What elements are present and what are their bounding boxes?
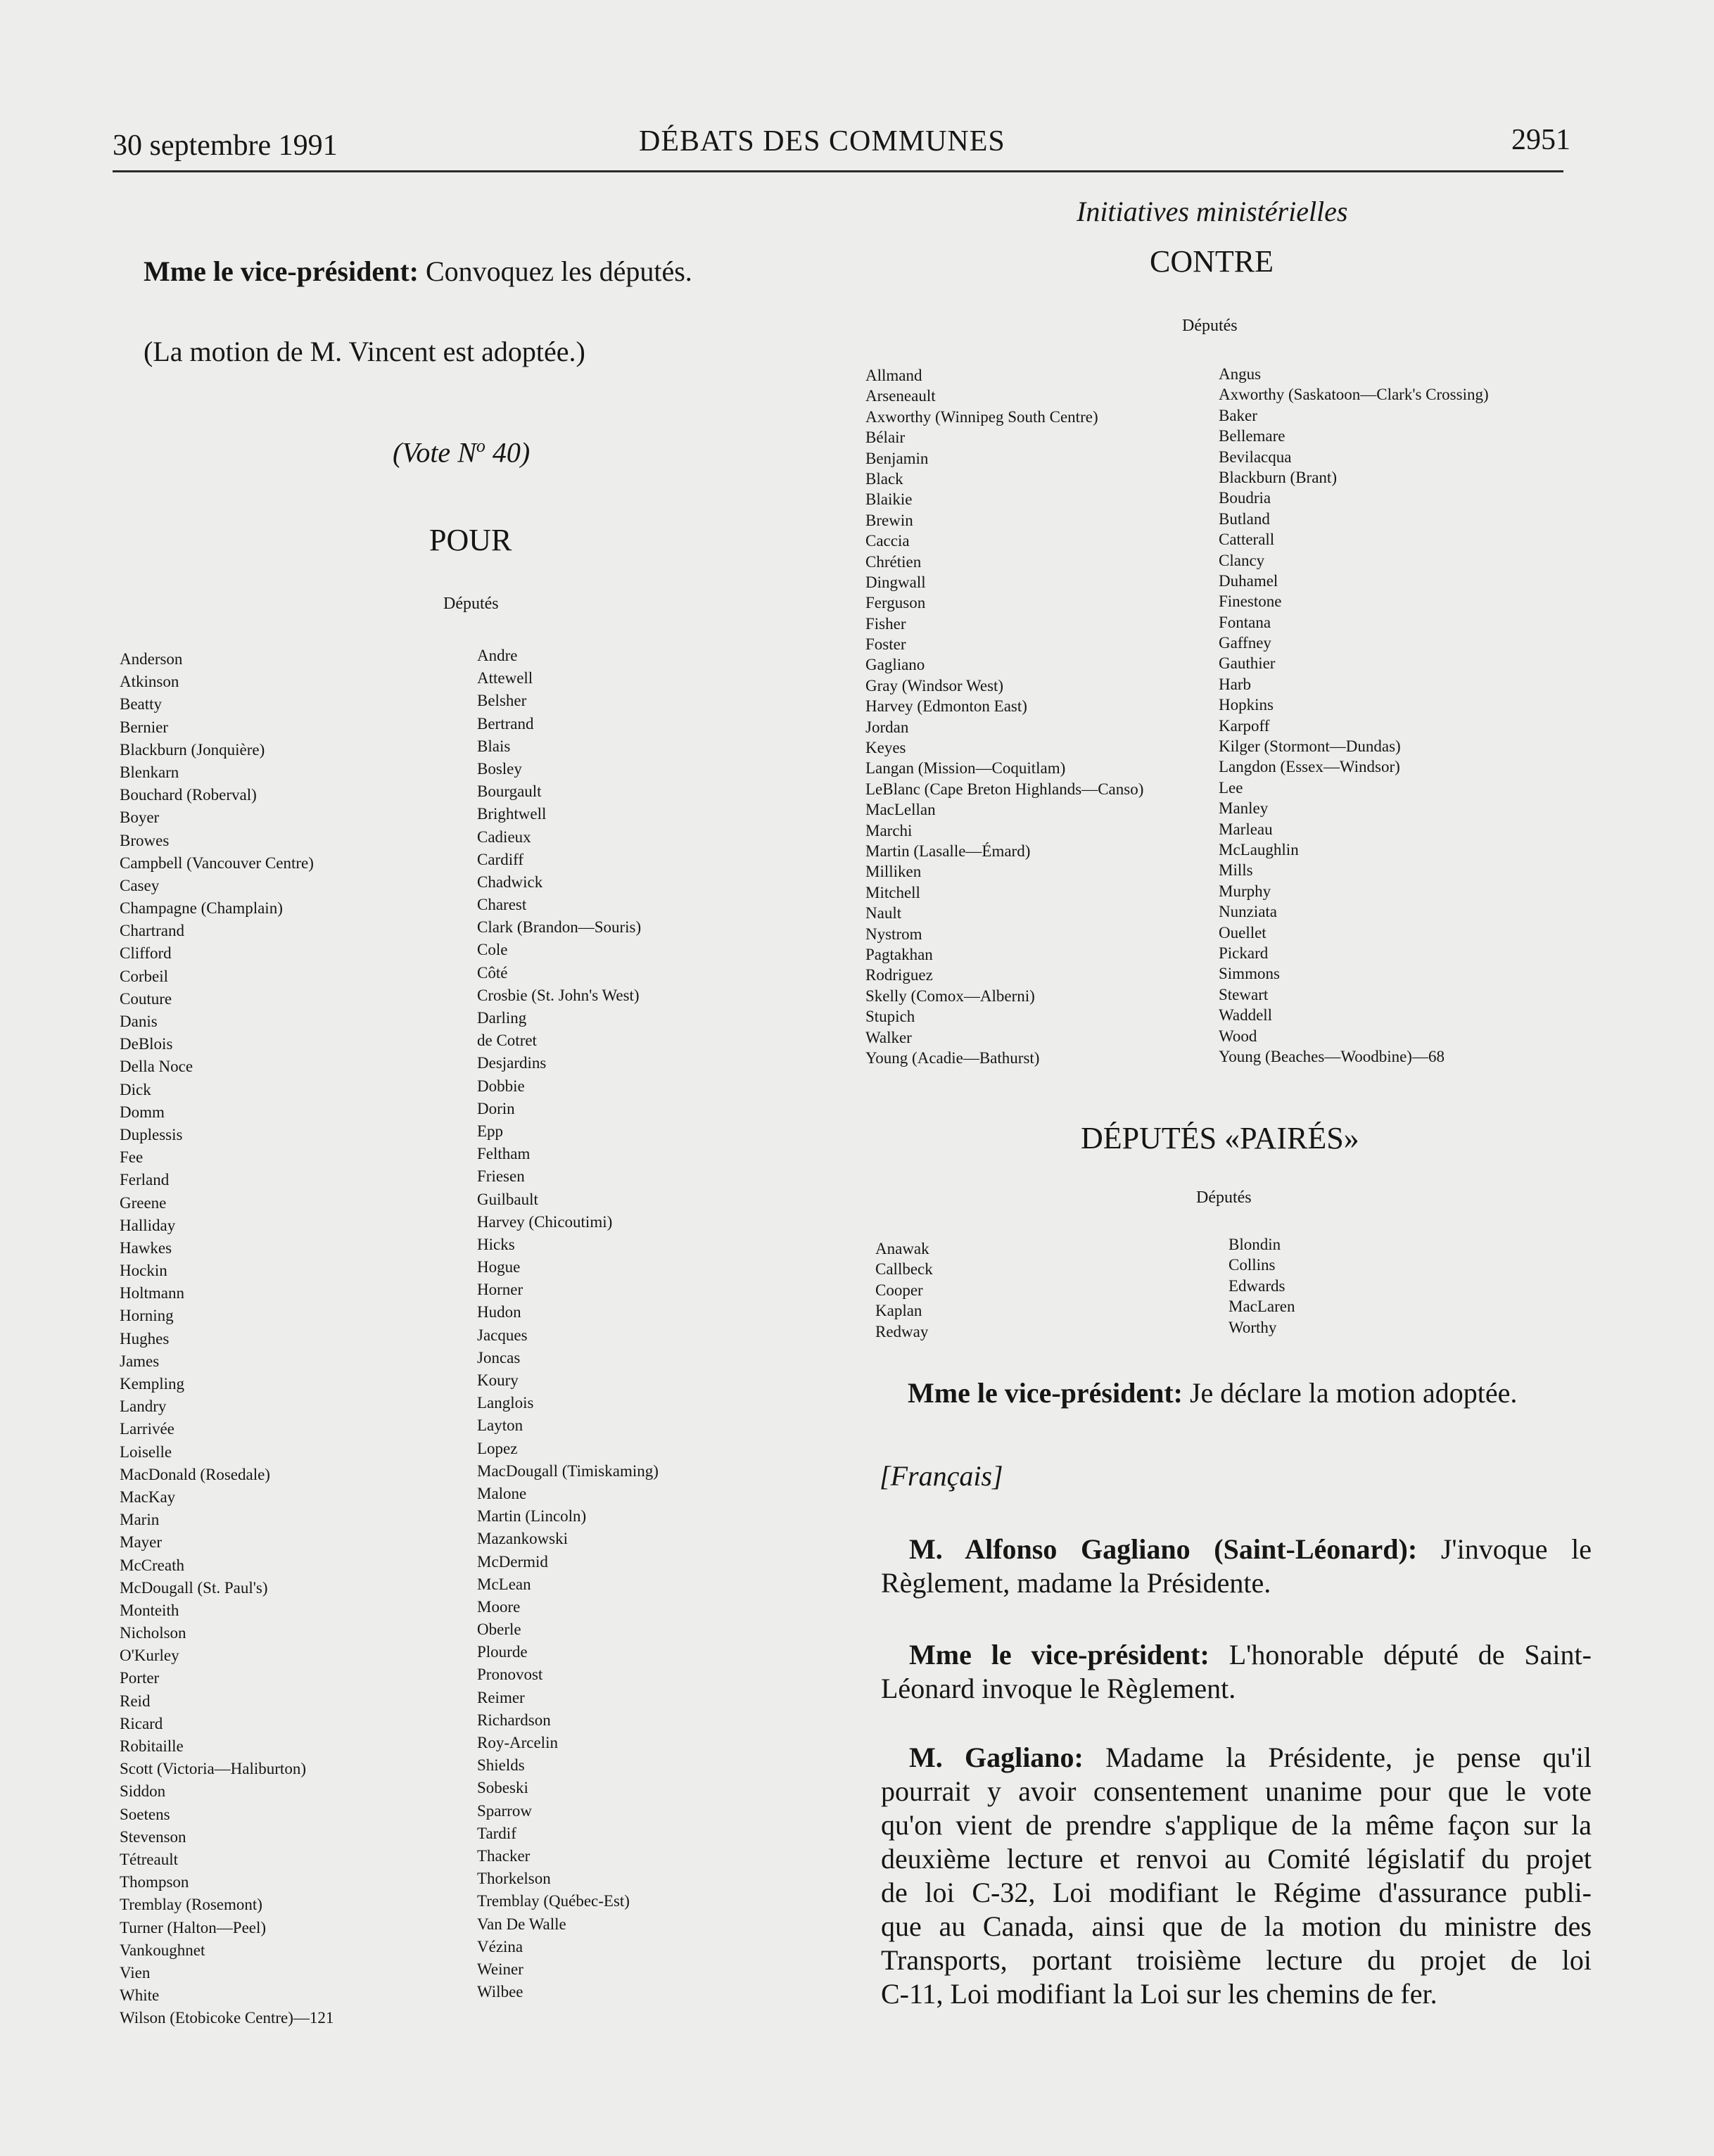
member-name: Ricard [120,1714,163,1732]
member-name: Feltham [477,1145,531,1163]
member-name: Nicholson [120,1624,186,1642]
member-name: Nystrom [865,925,922,943]
member-name: Ferland [120,1171,170,1189]
member-name: Jacques [477,1326,528,1344]
member-name: Blenkarn [120,763,179,781]
member-name: Joncas [477,1348,521,1366]
member-name: Weiner [477,1960,523,1978]
member-name: McDermid [477,1552,548,1571]
member-name: Anawak [875,1240,929,1257]
member-name: Edwards [1229,1276,1286,1295]
member-name: Oberle [477,1621,521,1639]
member-name: MacLellan [865,801,936,819]
member-name: Arseneault [865,387,936,405]
member-name: Hogue [477,1258,521,1276]
member-name: Redway [875,1322,929,1340]
member-name: Bertrand [477,714,534,733]
member-name: McDougall (St. Paul's) [120,1578,268,1597]
member-name: Van De Walle [477,1915,566,1933]
member-name: James [120,1352,160,1370]
member-name: Horning [120,1307,174,1325]
member-name: Danis [120,1013,158,1030]
member-name: Chrétien [865,552,922,571]
member-name: Horner [477,1281,523,1299]
pour-deputes-label: Députés [443,595,499,613]
member-name: Bernier [120,718,168,736]
member-name: Atkinson [120,673,179,691]
member-name: Martin (Lasalle—Émard) [865,842,1031,860]
member-name: Manley [1219,799,1269,818]
member-name: Lopez [477,1439,518,1457]
member-name: Skelly (Comox—Alberni) [865,987,1035,1005]
member-name: Darling [477,1009,527,1027]
member-name: Marin [120,1511,160,1529]
paires-deputes-label: Députés [1196,1188,1252,1207]
member-name: Collins [1229,1256,1276,1274]
member-name: Siddon [120,1782,166,1801]
member-name: Corbeil [120,967,168,985]
member-name: Baker [1219,406,1257,424]
member-name: Tremblay (Québec-Est) [477,1892,630,1910]
member-name: Blackburn (Jonquière) [120,740,265,759]
member-name: Larrivée [120,1420,174,1438]
member-name: Mazankowski [477,1530,569,1548]
language-marker: [Français] [880,1460,1003,1492]
paires-list-col2 [1229,1234,1295,1338]
member-name: MacLaren [1229,1298,1295,1316]
member-name: Worthy [1229,1318,1277,1336]
member-name: Layton [477,1416,523,1435]
member-name: Foster [865,635,906,654]
speaker-paragraph-3 [881,1638,1592,1706]
speaker-text: J'invoque le [1417,1533,1592,1565]
member-name: Thorkelson [477,1870,551,1888]
paires-heading: DÉPUTÉS «PAIRÉS» [1081,1121,1359,1155]
member-name: Stupich [865,1008,915,1026]
member-name: Cooper [875,1281,923,1299]
member-name: Kaplan [875,1302,922,1320]
member-name: Brightwell [477,805,547,823]
member-name: Hicks [477,1235,515,1253]
gagliano-paragraph-2 [881,1741,1592,2011]
member-name: Bosley [477,759,522,778]
member-name: Friesen [477,1167,525,1186]
member-name: Axworthy (Winnipeg South Centre) [865,407,1098,426]
member-name: Andre [477,647,518,664]
page-date: 30 septembre 1991 [113,129,338,162]
member-name: Gagliano [865,656,925,674]
member-name: Stewart [1219,985,1269,1003]
member-name: Rodriguez [865,966,933,984]
member-name: Loiselle [120,1442,172,1461]
member-name: Karpoff [1219,716,1270,735]
member-name: Clifford [120,944,172,963]
member-name: Duhamel [1219,571,1278,590]
member-name: Harvey (Edmonton East) [865,697,1027,716]
member-name: Nault [865,904,902,922]
member-name: Soetens [120,1805,170,1823]
member-name: Wood [1219,1027,1257,1045]
member-name: MacDougall (Timiskaming) [477,1461,659,1480]
member-name: LeBlanc (Cape Breton Highlands—Canso) [865,780,1144,798]
member-name: Murphy [1219,882,1271,900]
member-name: de Cotret [477,1032,537,1050]
member-name: Jordan [865,718,909,736]
speaker-name: Mme le vice-président: [908,1377,1183,1409]
vote-number [393,429,530,469]
member-name: Côté [477,963,508,982]
member-name: Bélair [865,429,906,447]
member-name: Blais [477,737,511,755]
speaker-line-1 [144,255,692,288]
member-name: Fontana [1219,613,1271,631]
member-name: Simmons [1219,965,1280,983]
member-name: Vankoughnet [120,1941,205,1959]
para-line: C-11, Loi modifiant la Loi sur les chemins de fer. [881,1978,1437,2010]
member-name: Harvey (Chicoutimi) [477,1212,613,1231]
member-name: Dorin [477,1099,515,1117]
member-name: Fisher [865,614,906,633]
member-name: Kilger (Stormont—Dundas) [1219,737,1401,756]
member-name: Belsher [477,692,527,710]
member-name: Gray (Windsor West) [865,676,1004,695]
para-line: que au Canada, ainsi que de la motion du ministre des [881,1910,1592,1942]
member-name: Fee [120,1148,144,1167]
member-name: Porter [120,1669,160,1687]
member-name: Pagtakhan [865,945,933,963]
member-name: McLean [477,1575,531,1593]
member-name: Stevenson [120,1827,186,1846]
member-name: Richardson [477,1711,551,1729]
para-line: deuxième lecture et renvoi au Comité législatif du projet [881,1843,1592,1875]
member-name: Blondin [1229,1236,1281,1253]
member-name: Champagne (Champlain) [120,899,283,918]
para-line: qu'on vient de prendre s'applique de la même façon sur la [881,1809,1592,1841]
member-name: Kempling [120,1375,184,1393]
para-line: Léonard invoque le Règlement. [881,1673,1236,1704]
gagliano-paragraph-1 [881,1533,1592,1600]
member-name: Martin (Lincoln) [477,1507,587,1526]
member-name: Hawkes [120,1238,172,1257]
member-name: Dingwall [865,573,926,591]
member-name: Mitchell [865,883,920,901]
para-line: pourrait y avoir consentement unanime pour que le vote [881,1775,1592,1807]
member-name: Chartrand [120,922,184,940]
member-name: Browes [120,831,170,849]
member-name: Walker [865,1028,912,1046]
member-name: Ouellet [1219,923,1267,941]
member-name: Monteith [120,1601,179,1619]
member-name: Clancy [1219,551,1265,569]
member-name: Tétreault [120,1850,179,1868]
member-name: Beatty [120,695,163,714]
speaker-name: M. Alfonso Gagliano (Saint-Léonard): [909,1533,1418,1565]
motion-note: (La motion de M. Vincent est adoptée.) [144,336,585,367]
member-name: Tardif [477,1824,516,1842]
member-name: Dobbie [477,1077,525,1095]
member-name: Landry [120,1397,167,1416]
member-name: Sobeski [477,1779,528,1797]
member-name: Brewin [865,511,913,529]
member-name: Hopkins [1219,696,1274,714]
pour-list-col1 [120,648,334,2029]
member-name: Dick [120,1080,151,1098]
member-name: White [120,1986,160,2005]
member-name: Duplessis [120,1125,183,1143]
member-name: Bevilacqua [1219,448,1292,466]
member-name: Vien [120,1963,151,1981]
speaker-name: Mme le vice-président: [909,1639,1210,1670]
member-name: Benjamin [865,449,929,467]
publication-title: DÉBATS DES COMMUNES [639,125,1005,158]
member-name: McLaughlin [1219,840,1299,858]
member-name: Waddell [1219,1006,1273,1025]
member-name: Attewell [477,669,533,687]
member-name: Caccia [865,532,910,550]
speaker-text: Je déclare la motion adoptée. [1182,1377,1518,1409]
member-name: Cadieux [477,827,531,846]
member-name: Malone [477,1484,527,1502]
member-name: Harb [1219,675,1251,693]
member-name: Milliken [865,863,922,881]
member-name: Blackburn (Brant) [1219,468,1337,486]
para-line: de loi C-32, Loi modifiant le Régime d'assurance publi- [881,1877,1592,1908]
member-name: Anderson [120,650,183,668]
member-name: Mayer [120,1533,163,1552]
member-name: Finestone [1219,592,1282,611]
vote-num: 40) [485,436,531,469]
speaker-line-2 [908,1376,1517,1410]
member-name: Turner (Halton—Peel) [120,1918,267,1936]
member-name: Charest [477,896,527,914]
vote-sup: o [476,436,485,456]
member-name: Gauthier [1219,654,1276,673]
speaker-text: Madame la Présidente, je pense qu'il [1083,1742,1592,1773]
member-name: Callbeck [875,1260,933,1279]
member-name: Clark (Brandon—Souris) [477,918,642,937]
member-name: Shields [477,1756,525,1775]
member-name: Cardiff [477,850,524,868]
member-name: Axworthy (Saskatoon—Clark's Crossing) [1219,386,1489,404]
member-name: Holtmann [120,1284,184,1302]
member-name: Couture [120,989,172,1008]
member-name: Wilbee [477,1983,523,2001]
member-name: Boudria [1219,489,1271,507]
member-name: Crosbie (St. John's West) [477,986,640,1004]
member-name: Angus [1219,365,1262,383]
speaker-text: L'honorable député de Saint- [1209,1639,1592,1670]
member-name: Keyes [865,739,906,757]
member-name: Domm [120,1103,165,1121]
member-name: Hudon [477,1303,521,1321]
para-line: Transports, portant troisième lecture du projet de loi [881,1944,1592,1976]
member-name: Cole [477,941,508,959]
member-name: Roy-Arcelin [477,1734,558,1751]
member-name: Bourgault [477,782,542,801]
member-name: Vézina [477,1937,523,1955]
pour-heading: POUR [429,523,512,557]
para-line: Règlement, madame la Présidente. [881,1567,1271,1599]
member-name: Lee [1219,778,1243,797]
member-name: Koury [477,1371,519,1389]
member-name: Young (Acadie—Bathurst) [865,1048,1040,1067]
member-name: Halliday [120,1216,176,1234]
contre-list-col2 [1219,364,1489,1067]
pour-list-col2 [477,645,659,2003]
speaker-name: M. Gagliano: [909,1742,1084,1773]
member-name: Thacker [477,1846,531,1865]
member-name: Bellemare [1219,427,1286,445]
page-number: 2951 [1511,124,1570,156]
member-name: MacKay [120,1488,176,1506]
member-name: Tremblay (Rosemont) [120,1896,262,1914]
member-name: Guilbault [477,1190,538,1208]
contre-list-col1 [865,365,1143,1068]
member-name: Thompson [120,1873,189,1891]
member-name: Mills [1219,861,1253,880]
member-name: Sparrow [477,1801,532,1820]
member-name: Epp [477,1122,504,1140]
member-name: Pickard [1219,944,1269,962]
member-name: Blaikie [865,490,913,509]
member-name: Hockin [120,1262,167,1280]
member-name: Pronovost [477,1666,543,1684]
member-name: Chadwick [477,873,543,891]
member-name: Desjardins [477,1054,547,1072]
member-name: Casey [120,876,160,894]
member-name: Catterall [1219,531,1275,549]
member-name: Butland [1219,509,1270,528]
member-name: Robitaille [120,1737,184,1755]
member-name: McCreath [120,1556,184,1574]
member-name: Della Noce [120,1058,193,1076]
member-name: Reimer [477,1688,525,1706]
member-name: Campbell (Vancouver Centre) [120,854,314,872]
member-name: Bouchard (Roberval) [120,786,257,804]
para-line [881,1638,1592,1672]
member-name: Langlois [477,1394,534,1412]
speaker-name: Mme le vice-président: [144,255,419,287]
member-name: O'Kurley [120,1647,179,1665]
para-line [881,1741,1592,1775]
member-name: Scott (Victoria—Haliburton) [120,1760,306,1778]
header-rule [113,170,1563,172]
section-title: Initiatives ministérielles [1077,196,1348,227]
member-name: Hughes [120,1329,170,1348]
member-name: Langan (Mission—Coquitlam) [865,759,1066,778]
member-name: Nunziata [1219,903,1278,921]
member-name: Reid [120,1692,151,1710]
member-name: Black [865,469,903,488]
member-name: Allmand [865,367,922,384]
member-name: Marleau [1219,820,1273,838]
member-name: Gaffney [1219,634,1271,652]
member-name: Langdon (Essex—Windsor) [1219,758,1400,776]
contre-deputes-label: Députés [1182,317,1238,335]
member-name: Boyer [120,808,160,827]
paires-list-col1 [875,1238,933,1342]
speaker-text: Convoquez les députés. [418,255,692,287]
member-name: MacDonald (Rosedale) [120,1465,270,1483]
para-line [881,1533,1592,1566]
member-name: Wilson (Etobicoke Centre)—121 [120,2009,334,2027]
member-name: DeBlois [120,1035,173,1053]
member-name: Young (Beaches—Woodbine)—68 [1219,1047,1445,1065]
member-name: Ferguson [865,594,926,612]
vote-label: (Vote N [393,436,476,469]
member-name: Moore [477,1597,521,1616]
contre-heading: CONTRE [1150,244,1274,279]
member-name: Marchi [865,821,913,839]
member-name: Plourde [477,1643,528,1661]
member-name: Greene [120,1193,167,1212]
